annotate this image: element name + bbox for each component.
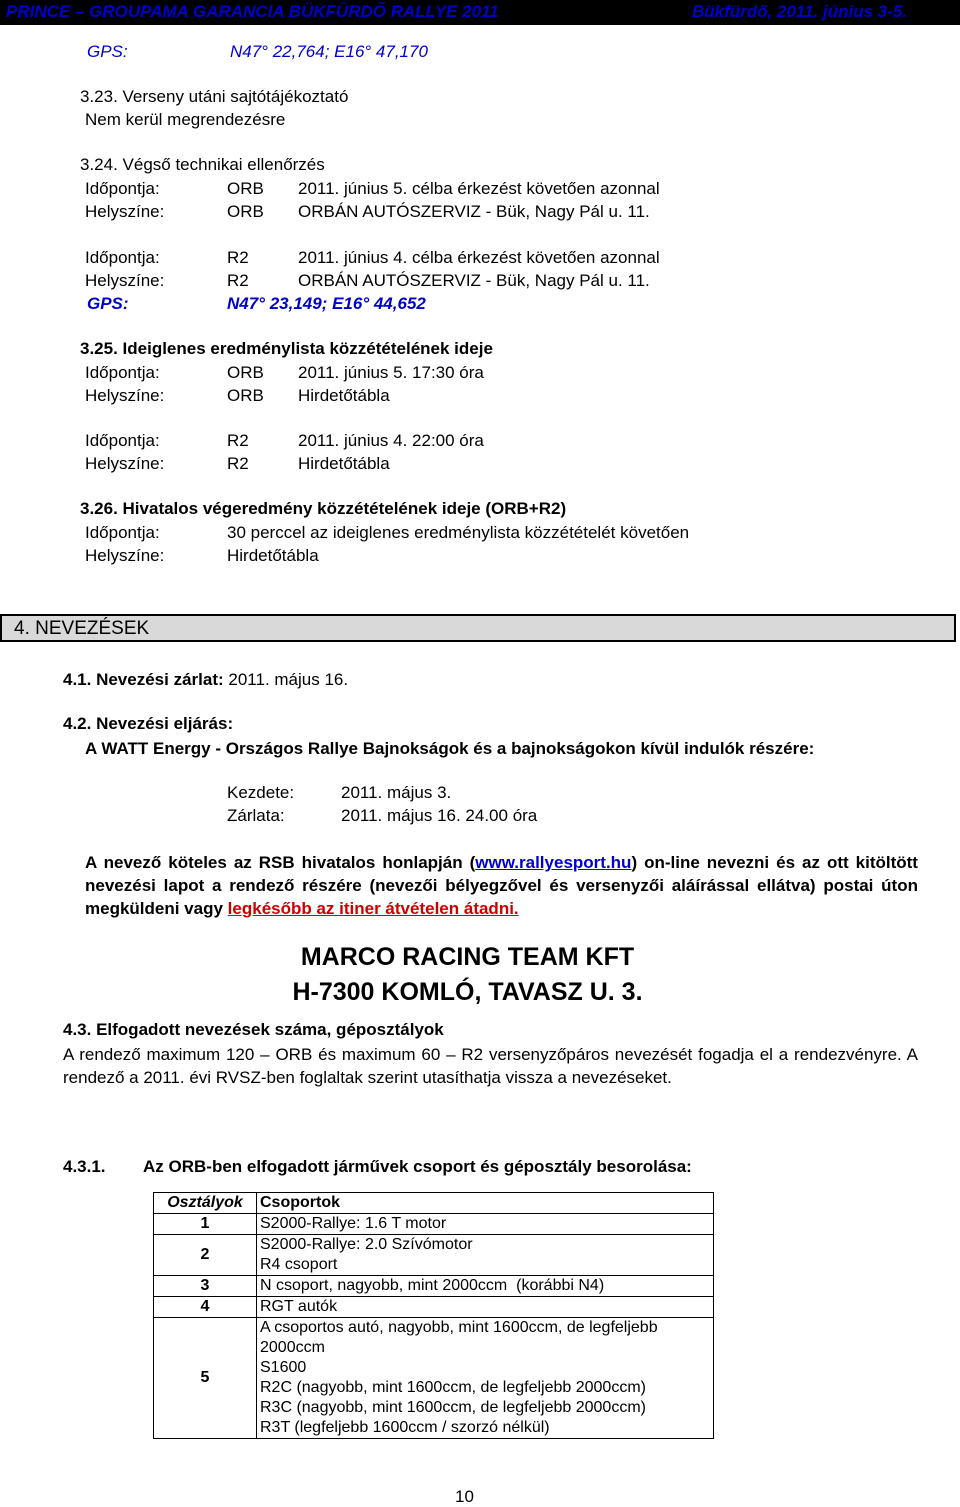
row-class: R2 bbox=[227, 454, 249, 473]
class-groups bbox=[257, 1214, 714, 1235]
address-line-2: H-7300 KOMLÓ, TAVASZ U. 3. bbox=[292, 978, 643, 1006]
row-class: ORB bbox=[227, 179, 264, 198]
row-label: Időpontja: bbox=[85, 248, 160, 267]
row-class: R2 bbox=[227, 431, 249, 450]
class-number: 5 bbox=[154, 1318, 257, 1439]
section-4-1-label: 4.1. Nevezési zárlat: bbox=[63, 670, 224, 689]
row-value: ORBÁN AUTÓSZERVIZ - Bük, Nagy Pál u. 11. bbox=[298, 202, 650, 221]
row-value: 2011. június 5. célba érkezést követően azonnal bbox=[298, 179, 660, 198]
row-value: 2011. június 5. 17:30 óra bbox=[298, 363, 484, 382]
start-value: 2011. május 3. bbox=[341, 783, 452, 802]
section-3-23-title: 3.23. Verseny utáni sajtótájékoztató bbox=[80, 87, 349, 106]
gps-label: GPS: bbox=[87, 294, 129, 313]
gps-value: N47° 22,764; E16° 47,170 bbox=[230, 42, 428, 61]
page-number: 10 bbox=[455, 1487, 474, 1506]
row-value: 30 perccel az ideiglenes eredménylista közzétételét követően bbox=[227, 523, 690, 542]
row-value: ORBÁN AUTÓSZERVIZ - Bük, Nagy Pál u. 11. bbox=[298, 271, 650, 290]
group-line: R3T (legfeljebb 1600ccm / szorzó nélkül) bbox=[260, 1419, 550, 1436]
row-class: R2 bbox=[227, 271, 249, 290]
group-line: R4 csoport bbox=[260, 1256, 338, 1273]
class-table bbox=[153, 1192, 714, 1439]
gps-value: N47° 23,149; E16° 44,652 bbox=[227, 294, 426, 313]
class-groups bbox=[257, 1297, 714, 1318]
section-4-title: 4. NEVEZÉSEK bbox=[14, 618, 150, 639]
row-label: Időpontja: bbox=[85, 179, 160, 198]
close-label: Zárlata: bbox=[227, 806, 285, 825]
row-label: Helyszíne: bbox=[85, 546, 165, 565]
table-row bbox=[154, 1297, 714, 1318]
section-3-25-title: 3.25. Ideiglenes eredménylista közzétételének ideje bbox=[80, 339, 493, 358]
row-value: Hirdetőtábla bbox=[298, 454, 390, 473]
row-value: 2011. június 4. 22:00 óra bbox=[298, 431, 484, 450]
row-label: Helyszíne: bbox=[85, 386, 165, 405]
header-date: Bükfürdő, 2011. június 3-5. bbox=[692, 2, 908, 21]
row-value: Hirdetőtábla bbox=[227, 546, 319, 565]
group-line: S2000-Rallye: 1.6 T motor bbox=[260, 1215, 447, 1232]
group-line: N csoport, nagyobb, mint 2000ccm (korábbi N4) bbox=[260, 1277, 605, 1294]
instructions-text: A nevező köteles az RSB hivatalos honlapján ( bbox=[85, 853, 476, 872]
section-3-24-title: 3.24. Végső technikai ellenőrzés bbox=[80, 155, 325, 174]
section-4-1-value: 2011. május 16. bbox=[228, 670, 349, 689]
group-line: R2C (nagyobb, mint 1600ccm, de legfeljebb 2000ccm) bbox=[260, 1379, 646, 1396]
section-4-2-title: 4.2. Nevezési eljárás: bbox=[63, 714, 234, 733]
group-line: RGT autók bbox=[260, 1298, 338, 1315]
close-value: 2011. május 16. 24.00 óra bbox=[341, 806, 538, 825]
section-4-3-text: A rendező maximum 120 – ORB és maximum 60 – R2 versenyzőpáros nevezését fogadja el a rendezvényre. A rendező a 2011. évi RVSZ-ben foglaltak szerint utasíthatja vissza a nevezéseket. bbox=[63, 1045, 918, 1087]
section-4-1 bbox=[63, 670, 348, 690]
row-class: R2 bbox=[227, 248, 249, 267]
row-label: Időpontja: bbox=[85, 363, 160, 382]
class-number: 2 bbox=[154, 1235, 257, 1276]
gps-label: GPS: bbox=[87, 42, 128, 61]
row-label: Helyszíne: bbox=[85, 271, 165, 290]
section-4-2-intro: A WATT Energy - Országos Rallye Bajnokságok és a bajnokságokon kívül indulók részére: bbox=[85, 739, 815, 758]
page-header bbox=[0, 0, 960, 25]
table-row bbox=[154, 1276, 714, 1297]
header-classes: Osztályok bbox=[154, 1193, 257, 1214]
group-line: A csoportos autó, nagyobb, mint 1600ccm, de legfeljebb 2000ccm bbox=[260, 1319, 658, 1356]
row-class: ORB bbox=[227, 386, 264, 405]
row-value: 2011. június 4. célba érkezést követően azonnal bbox=[298, 248, 660, 267]
class-number: 1 bbox=[154, 1214, 257, 1235]
class-groups bbox=[257, 1276, 714, 1297]
section-4-3-1-number: 4.3.1. bbox=[63, 1157, 106, 1176]
header-title: PRINCE – GROUPAMA GARANCIA BÜKFÜRDŐ RALLYE 2011 bbox=[6, 2, 499, 21]
deadline-note: legkésőbb az itiner átvételen átadni. bbox=[227, 899, 519, 918]
rallyesport-link[interactable]: www.rallyesport.hu bbox=[475, 853, 632, 872]
row-class: ORB bbox=[227, 202, 264, 221]
table-row bbox=[154, 1235, 714, 1276]
class-number: 4 bbox=[154, 1297, 257, 1318]
group-line: R3C (nagyobb, mint 1600ccm, de legfeljebb 2000ccm) bbox=[260, 1399, 646, 1416]
address-line-1: MARCO RACING TEAM KFT bbox=[300, 943, 635, 971]
row-label: Időpontja: bbox=[85, 523, 160, 542]
table-row bbox=[154, 1214, 714, 1235]
section-4-3-1-title: Az ORB-ben elfogadott járművek csoport és géposztály besorolása: bbox=[143, 1157, 692, 1176]
start-label: Kezdete: bbox=[227, 783, 295, 802]
section-4-heading bbox=[0, 614, 956, 642]
group-line: S2000-Rallye: 2.0 Szívómotor bbox=[260, 1236, 473, 1253]
row-label: Helyszíne: bbox=[85, 454, 165, 473]
table-row bbox=[154, 1318, 714, 1439]
group-line: S1600 bbox=[260, 1359, 307, 1376]
section-4-2-instructions bbox=[85, 851, 918, 920]
section-3-26-title: 3.26. Hivatalos végeredmény közzétételének ideje (ORB+R2) bbox=[80, 499, 567, 518]
section-4-3-title: 4.3. Elfogadott nevezések száma, géposztályok bbox=[63, 1020, 444, 1039]
row-label: Helyszíne: bbox=[85, 202, 165, 221]
table-header-row bbox=[154, 1193, 714, 1214]
class-number: 3 bbox=[154, 1276, 257, 1297]
class-groups bbox=[257, 1318, 714, 1439]
row-label: Időpontja: bbox=[85, 431, 160, 450]
section-3-23-text: Nem kerül megrendezésre bbox=[85, 110, 286, 129]
class-groups bbox=[257, 1235, 714, 1276]
row-value: Hirdetőtábla bbox=[298, 386, 390, 405]
header-groups: Csoportok bbox=[257, 1193, 714, 1214]
row-class: ORB bbox=[227, 363, 264, 382]
instructions-text-2: ) on-line nevezni és az ott kitöltött nevezési lapot a rendező részére (nevezői bélyegzővel és versenyzői aláírással ellátva) postai úton megküldeni vagy bbox=[85, 853, 918, 918]
